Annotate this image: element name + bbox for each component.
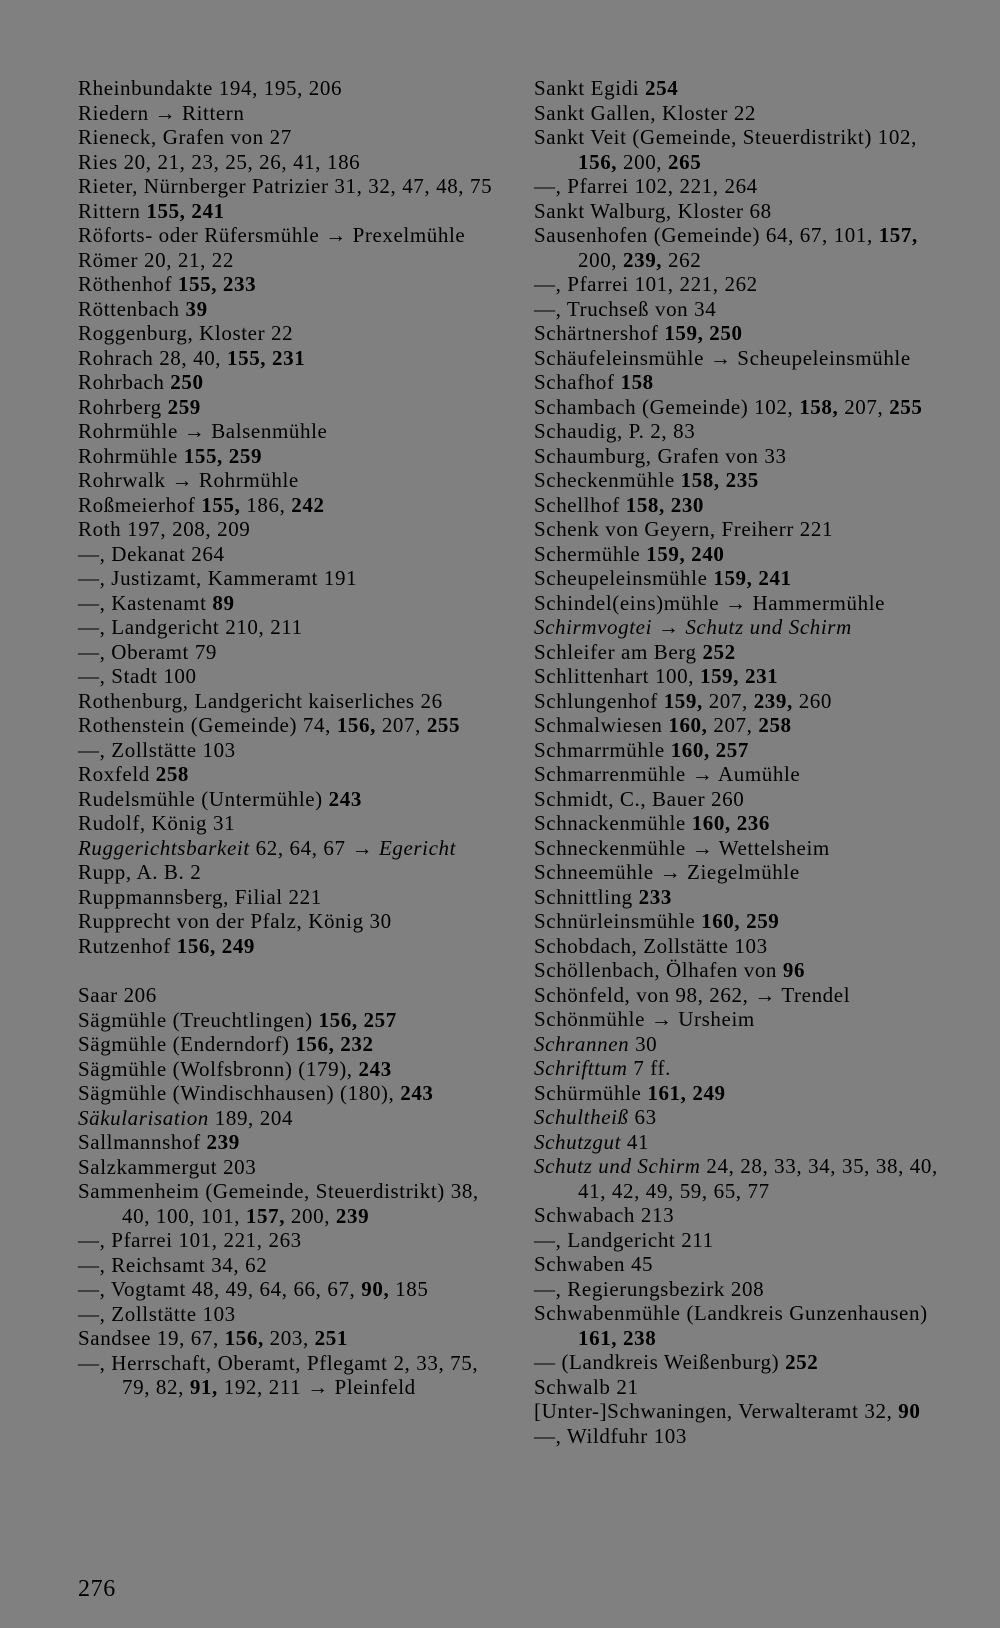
index-entry <box>534 689 954 714</box>
index-entry <box>78 640 500 665</box>
index-entry <box>534 321 954 346</box>
index-entry <box>534 444 954 469</box>
index-entry <box>78 1032 500 1057</box>
index-entry-segment: [Unter-]Schwaningen, Verwalteramt 32, <box>534 1399 899 1423</box>
index-entry <box>534 1252 954 1277</box>
index-entry <box>78 542 500 567</box>
index-entry-segment: 24, 28, 33, 34, 35, 38, 40, 41, 42, 49, 59, 65, 77 <box>578 1154 938 1203</box>
index-entry-segment: 239 <box>335 1203 370 1228</box>
index-entry <box>534 1105 954 1130</box>
index-entry-segment: Rupp, A. B. 2 <box>78 860 202 884</box>
index-entry-segment: 91, <box>189 1375 224 1399</box>
index-entry-segment: Sammenheim (Gemeinde, Steuerdistrikt) 38, 40, 100, 101, <box>78 1179 479 1228</box>
index-entry-segment: 160, 236 <box>691 811 771 835</box>
index-entry-segment: Saar 206 <box>78 983 157 1007</box>
index-entry-segment: —, Vogtamt 48, 49, 64, 66, 67, <box>78 1277 362 1301</box>
index-entry <box>78 419 500 444</box>
index-entry <box>78 615 500 640</box>
index-entry-segment: 200, <box>290 1203 336 1228</box>
index-entry-segment: 156, <box>578 149 623 174</box>
index-entry <box>78 1081 500 1106</box>
index-entry-segment: 243 <box>400 1081 434 1105</box>
index-entry-segment: 262 <box>668 247 702 272</box>
index-entry <box>534 370 954 395</box>
index-entry-segment: Rohrach 28, 40, <box>78 345 227 370</box>
index-entry-segment: Rupprecht von der Pfalz, König 30 <box>78 909 392 933</box>
index-entry <box>534 517 954 542</box>
index-entry-segment: Rudolf, König 31 <box>78 811 236 835</box>
index-entry-segment: Rutzenhof <box>78 933 177 958</box>
index-entry <box>534 297 954 322</box>
index-entry-segment: 200, <box>623 149 668 174</box>
index-entry-segment: Ruppmannsberg, Filial 221 <box>78 884 322 909</box>
index-entry <box>534 1081 954 1106</box>
index-entry <box>534 836 954 861</box>
index-entry-segment: 160, 257 <box>670 737 749 762</box>
index-entry-segment: Rudelsmühle (Untermühle) <box>78 786 329 811</box>
index-entry-segment: Rothenstein (Gemeinde) 74, <box>78 713 337 737</box>
index-entry-segment: 62, 64, 67 → <box>249 835 379 860</box>
index-entry <box>78 836 500 861</box>
index-entry <box>78 272 500 297</box>
index-entry-segment: Roth 197, 208, 209 <box>78 517 251 541</box>
index-entry-segment: Schermühle <box>534 541 647 566</box>
index-entry-segment: —, Zollstätte 103 <box>78 737 236 762</box>
index-entry <box>78 101 500 126</box>
index-entry <box>534 958 954 983</box>
index-entry-segment: 156, <box>336 713 382 737</box>
index-entry <box>534 493 954 518</box>
index-entry <box>78 76 500 101</box>
index-entry-segment: 63 <box>628 1105 657 1129</box>
index-entry-segment: 159, <box>663 688 709 713</box>
index-entry-segment: Rieneck, Grafen von 27 <box>78 125 292 149</box>
index-entry-segment: 239 <box>206 1130 240 1154</box>
index-entry <box>78 150 500 175</box>
index-entry <box>78 321 500 346</box>
index-entry-segment: Röthenhof <box>78 272 178 296</box>
index-entry-segment: Schaumburg, Grafen von 33 <box>534 443 787 468</box>
index-entry-segment: 156, 249 <box>176 933 256 958</box>
index-entry <box>534 713 954 738</box>
index-entry <box>534 1228 954 1253</box>
index-entry-segment: 7 ff. <box>627 1056 671 1080</box>
index-entry <box>78 713 500 738</box>
index-entry-segment: Roggenburg, Kloster 22 <box>78 321 294 345</box>
index-entry <box>78 1155 500 1180</box>
index-entry-segment: —, Herrschaft, Oberamt, Pflegamt 2, 33, 75, 79, 82, <box>78 1350 479 1399</box>
index-entry <box>78 248 500 273</box>
index-entry-segment: Schlittenhart 100, <box>534 664 700 688</box>
index-entry-segment: Schenk von Geyern, Freiherr 221 <box>534 517 834 541</box>
index-entry-segment: 207, <box>844 394 890 419</box>
index-entry <box>534 419 954 444</box>
index-entry-segment: Scheckenmühle <box>534 468 681 492</box>
index-entry-segment: 155, 241 <box>146 198 225 223</box>
index-entry-segment: 157, <box>878 223 918 247</box>
index-entry-segment: Schrannen <box>534 1031 630 1056</box>
index-entry-segment: 252 <box>702 639 736 664</box>
index-entry-segment: Schwabach 213 <box>534 1203 675 1227</box>
index-entry-segment: Rheinbundakte <box>78 76 213 100</box>
index-entry-segment: 39 <box>185 296 208 321</box>
index-entry-segment: Schneemühle → Ziegelmühle <box>534 860 800 884</box>
index-entry <box>534 762 954 787</box>
index-entry-segment: Schutzgut <box>534 1129 622 1154</box>
index-column-left <box>78 76 500 1400</box>
index-entry-segment: Rohrberg <box>78 394 168 419</box>
index-entry-segment: Riedern → Rittern <box>78 100 245 125</box>
index-entry <box>78 934 500 959</box>
index-entry-segment: 243 <box>328 786 362 811</box>
index-entry <box>78 517 500 542</box>
index-entry-segment: 161, 238 <box>578 1325 657 1350</box>
index-entry-segment: 155, 231 <box>227 345 306 370</box>
index-entry-segment: 186, <box>246 492 292 517</box>
index-entry-segment: 90, <box>361 1277 396 1301</box>
index-entry-segment: 192, 211 → Pleinfeld <box>223 1375 416 1399</box>
index-entry-segment: 30 <box>629 1031 658 1056</box>
index-entry-segment: 252 <box>785 1350 819 1374</box>
index-entry <box>534 1203 954 1228</box>
index-entry <box>534 640 954 665</box>
index-entry <box>78 493 500 518</box>
index-entry <box>78 738 500 763</box>
index-entry <box>534 811 954 836</box>
index-entry-segment: Ruggerichtsbarkeit <box>78 835 250 860</box>
index-entry-segment: Roßmeierhof <box>78 492 202 517</box>
index-entry-segment: Schleifer am Berg <box>534 639 703 664</box>
page-number: 276 <box>78 1576 116 1602</box>
index-entry-segment: Scheupeleinsmühle <box>534 566 714 590</box>
index-entry-segment: Schwalb 21 <box>534 1374 639 1399</box>
index-entry-segment: 200, <box>578 247 623 272</box>
index-entry <box>534 1375 954 1400</box>
index-entry <box>78 223 500 248</box>
index-entry-segment: 156, <box>224 1326 270 1350</box>
index-entry-segment: Rieter, Nürnberger Patrizier 31, 32, 47, 48, 75 <box>78 174 493 198</box>
index-entry-segment: —, Dekanat 264 <box>78 541 225 566</box>
index-entry <box>78 664 500 689</box>
index-entry-segment: 258 <box>758 713 792 737</box>
index-entry <box>78 1228 500 1253</box>
index-entry-segment: 158 <box>620 370 654 394</box>
index-entry-segment: 239, <box>623 247 668 272</box>
index-entry-segment: Röttenbach <box>78 296 186 321</box>
index-entry-segment: 255 <box>889 394 923 419</box>
index-entry <box>534 1130 954 1155</box>
index-entry-segment: 160, <box>668 713 714 737</box>
index-column-right <box>534 76 954 1448</box>
index-entry <box>534 1350 954 1375</box>
index-entry-segment: —, Kastenamt <box>78 590 213 615</box>
index-entry <box>78 468 500 493</box>
index-entry-segment: 158, <box>799 394 845 419</box>
index-entry-segment: 160, 259 <box>701 909 780 933</box>
index-entry <box>534 1154 954 1203</box>
index-entry <box>78 909 500 934</box>
index-entry-segment: 233 <box>638 884 672 909</box>
index-entry-segment: Schmidt, C., Bauer 260 <box>534 786 745 811</box>
index-entry-segment: Schambach (Gemeinde) 102, <box>534 394 800 419</box>
index-entry <box>78 297 500 322</box>
index-entry-segment: —, Stadt 100 <box>78 664 197 688</box>
index-entry-segment: Rittern <box>78 198 147 223</box>
index-entry-segment: 159, 231 <box>699 664 779 688</box>
index-entry <box>534 395 954 420</box>
index-entry <box>78 1302 500 1327</box>
index-entry-segment: Röforts- oder Rüfersmühle → Prexelmühle <box>78 223 466 247</box>
index-entry <box>78 395 500 420</box>
index-entry-segment: 265 <box>668 149 702 174</box>
index-entry-segment: —, Regierungsbezirk 208 <box>534 1276 765 1301</box>
index-entry-segment: 158, 230 <box>625 492 705 517</box>
index-entry <box>78 983 500 1008</box>
index-entry <box>534 174 954 199</box>
index-entry <box>78 566 500 591</box>
index-entry-segment: Schnürleinsmühle <box>534 909 702 933</box>
index-entry <box>78 1106 500 1131</box>
index-entry-segment: 90 <box>898 1399 921 1423</box>
index-entry-segment: 156, 232 <box>295 1032 374 1056</box>
index-entry-segment: Schaudig, P. 2, 83 <box>534 419 696 443</box>
index-entry <box>534 125 954 174</box>
index-entry <box>78 762 500 787</box>
index-entry-segment: Schirmvogtei <box>534 615 653 639</box>
index-entry <box>78 174 500 199</box>
index-entry-segment: 155, 233 <box>177 272 257 296</box>
index-entry-segment: —, Zollstätte 103 <box>78 1301 236 1326</box>
index-entry <box>78 787 500 812</box>
index-entry-segment: Schrifttum <box>534 1056 628 1080</box>
index-entry-segment: 242 <box>291 492 325 517</box>
index-entry-segment: —, Oberamt 79 <box>78 639 218 664</box>
index-entry <box>78 346 500 371</box>
index-entry <box>78 811 500 836</box>
index-entry-segment: Schwabenmühle (Landkreis Gunzenhausen) <box>534 1301 928 1325</box>
index-entry-segment: 254 <box>645 76 679 100</box>
index-entry <box>534 1301 954 1350</box>
index-entry-segment: 259 <box>167 394 201 419</box>
index-entry <box>534 591 954 616</box>
index-entry-segment: 158, 235 <box>680 468 759 492</box>
index-entry <box>534 272 954 297</box>
index-entry-segment: Rohrmühle → Balsenmühle <box>78 419 328 443</box>
index-entry-segment: Rohrbach <box>78 370 171 394</box>
index-entry <box>78 370 500 395</box>
index-entry <box>534 738 954 763</box>
index-entry-segment: 41 <box>621 1129 650 1154</box>
index-entry-segment: —, Truchseß von 34 <box>534 296 717 321</box>
index-entry <box>534 199 954 224</box>
index-entry-segment: Egericht <box>378 835 457 860</box>
index-entry-segment: Schutz und Schirm <box>534 1154 701 1178</box>
index-entry-segment: 194, 195, 206 <box>212 76 343 100</box>
index-entry-segment: 185 <box>395 1277 429 1301</box>
index-entry-segment: Schöllenbach, Ölhafen von <box>534 958 783 982</box>
index-entry-segment: Sankt Egidi <box>534 76 646 100</box>
index-entry-segment: —, Landgericht 210, 211 <box>78 615 303 639</box>
index-entry-segment: Römer 20, 21, 22 <box>78 247 235 272</box>
index-entry <box>534 1007 954 1032</box>
index-entry <box>534 223 954 272</box>
index-entry-segment: Sägmühle (Wolfsbronn) (179), <box>78 1056 359 1081</box>
index-entry-segment: Schultheiß <box>534 1105 629 1129</box>
index-entry-segment: Schnackenmühle <box>534 811 692 835</box>
index-entry <box>534 615 954 640</box>
index-entry <box>534 1277 954 1302</box>
index-entry-segment: —, Justizamt, Kammeramt 191 <box>78 566 358 590</box>
index-entry <box>78 1277 500 1302</box>
index-entry-segment: Säkularisation <box>78 1105 209 1130</box>
index-entry-segment: Ries 20, 21, 23, 25, 26, 41, 186 <box>78 149 361 174</box>
index-entry-segment: Schäufeleinsmühle → Scheupeleinsmühle <box>534 345 911 370</box>
index-entry-segment: Schönfeld, von 98, 262, → Trendel <box>534 982 851 1007</box>
index-entry-segment: —, Reichsamt 34, 62 <box>78 1252 268 1277</box>
index-entry-segment: Schindel(eins)mühle → Hammermühle <box>534 590 886 615</box>
index-entry-segment: Rohrwalk → Rohrmühle <box>78 468 299 492</box>
index-entry-segment: — (Landkreis Weißenburg) <box>534 1350 786 1374</box>
index-entry <box>534 566 954 591</box>
index-entry <box>78 1130 500 1155</box>
index-entry-segment: Sausenhofen (Gemeinde) 64, 67, 101, <box>534 223 879 247</box>
index-entry-segment: —, Landgericht 211 <box>534 1227 714 1252</box>
index-entry-segment: Rothenburg, Landgericht kaiserliches 26 <box>78 688 443 713</box>
index-entry <box>78 1326 500 1351</box>
index-entry <box>534 664 954 689</box>
index-entry <box>78 1179 500 1228</box>
index-entry-segment: Rohrmühle <box>78 443 184 468</box>
index-entry-segment: 258 <box>155 762 190 786</box>
index-entry <box>534 983 954 1008</box>
index-entry-segment: 260 <box>798 688 833 713</box>
index-entry-segment: 157, <box>245 1203 291 1228</box>
index-entry <box>78 125 500 150</box>
index-entry <box>534 468 954 493</box>
index-entry-segment: 96 <box>782 958 806 982</box>
index-entry-segment: —, Pfarrei 101, 221, 263 <box>78 1228 302 1252</box>
index-entry-segment: 189, 204 <box>208 1105 294 1130</box>
index-entry-segment: Schmalwiesen <box>534 713 669 737</box>
index-entry-segment: —, Wildfuhr 103 <box>534 1423 688 1448</box>
index-entry-segment: Schmarrmühle <box>534 737 671 762</box>
index-entry-segment: 250 <box>170 370 204 394</box>
index-entry-segment: 155, 259 <box>183 443 263 468</box>
index-entry-segment: 251 <box>314 1326 348 1350</box>
index-entry-segment: 159, 250 <box>664 321 743 345</box>
index-entry <box>78 1057 500 1082</box>
index-entry-segment: 203, <box>269 1326 315 1350</box>
index-entry <box>534 909 954 934</box>
index-entry-segment: 255 <box>426 713 461 737</box>
index-entry <box>534 1032 954 1057</box>
index-entry-segment: —, Pfarrei 101, 221, 262 <box>534 272 758 296</box>
index-entry <box>78 1008 500 1033</box>
index-entry-segment: Schnittling <box>534 884 639 909</box>
index-entry <box>534 1424 954 1449</box>
index-entry <box>78 885 500 910</box>
index-entry-segment: —, Pfarrei 102, 221, 264 <box>534 174 758 198</box>
index-entry <box>78 199 500 224</box>
index-entry <box>534 787 954 812</box>
index-entry-segment: 207, <box>381 713 427 737</box>
index-entry-segment: Roxfeld <box>78 762 156 786</box>
index-entry <box>534 346 954 371</box>
index-entry-segment: 156, 257 <box>318 1007 397 1032</box>
index-entry-segment: Schärtnershof <box>534 321 665 345</box>
index-entry <box>534 1399 954 1424</box>
index-entry-segment: 239, <box>753 688 799 713</box>
index-entry-segment: Sankt Gallen, Kloster 22 <box>534 100 757 125</box>
index-entry-segment: 155, <box>201 492 247 517</box>
index-entry-segment: Schneckenmühle → Wettelsheim <box>534 835 830 860</box>
index-entry <box>534 76 954 101</box>
index-entry <box>78 444 500 469</box>
index-entry-segment: Schwaben 45 <box>534 1252 654 1276</box>
index-entry-segment: → <box>652 615 686 639</box>
index-entry-segment: 243 <box>358 1056 392 1081</box>
index-entry-segment: Sägmühle (Enderndorf) <box>78 1032 296 1056</box>
index-entry <box>78 1351 500 1400</box>
index-entry-segment: Sallmannshof <box>78 1130 207 1154</box>
index-entry-segment: Schlungenhof <box>534 688 664 713</box>
index-entry <box>534 860 954 885</box>
index-entry-segment: Salzkammergut 203 <box>78 1154 257 1179</box>
index-entry-segment: Schutz und Schirm <box>685 615 852 639</box>
index-entry <box>78 689 500 714</box>
index-entry-segment: 159, 241 <box>713 566 792 590</box>
index-entry-segment: Sankt Veit (Gemeinde, Steuerdistrikt) 102, <box>534 125 917 149</box>
index-entry-segment: Sägmühle (Treuchtlingen) <box>78 1007 319 1032</box>
index-entry-segment: 89 <box>212 590 235 615</box>
index-entry-segment: 207, <box>713 713 759 737</box>
index-entry <box>534 934 954 959</box>
index-entry-segment: Schellhof <box>534 492 626 517</box>
index-entry-segment: Schmarrenmühle → Aumühle <box>534 762 801 786</box>
index-entry <box>78 591 500 616</box>
index-entry <box>78 1253 500 1278</box>
index-entry-segment: Sankt Walburg, Kloster 68 <box>534 198 772 223</box>
index-entry-segment: Schönmühle → Ursheim <box>534 1007 755 1031</box>
index-entry-segment: Schobdach, Zollstätte 103 <box>534 933 768 958</box>
index-entry-segment: Sägmühle (Windischhausen) (180), <box>78 1081 401 1105</box>
index-entry-segment: Schafhof <box>534 370 621 394</box>
index-entry <box>534 542 954 567</box>
index-entry <box>78 860 500 885</box>
index-entry-segment: 207, <box>708 688 754 713</box>
index-entry-segment: 159, 240 <box>646 541 725 566</box>
index-entry <box>534 885 954 910</box>
index-entry-segment: Sandsee 19, 67, <box>78 1326 225 1350</box>
index-entry-segment: 161, 249 <box>647 1080 726 1105</box>
index-entry <box>534 101 954 126</box>
index-entry-segment: Schürmühle <box>534 1080 648 1105</box>
index-entry <box>534 1056 954 1081</box>
